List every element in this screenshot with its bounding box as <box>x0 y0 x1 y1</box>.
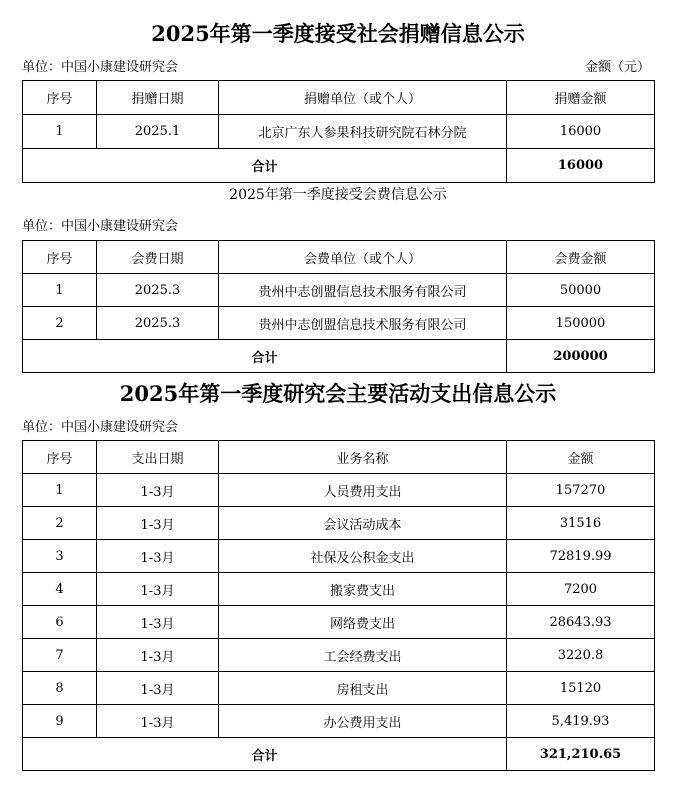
column-header: 序号 <box>23 241 97 274</box>
column-header: 金额 <box>507 441 655 474</box>
donations-title: 2025年第一季度接受社会捐赠信息公示 <box>151 21 525 46</box>
table-row <box>23 115 655 149</box>
row-number-cell: 6 <box>23 606 97 639</box>
amount-cell: 31516 <box>507 507 655 540</box>
name-cell: 北京广东人参果科技研究院石林分院 <box>219 115 507 149</box>
row-number-cell: 1 <box>23 474 97 507</box>
date-cell: 1-3月 <box>97 672 219 705</box>
column-header: 会费金额 <box>507 241 655 274</box>
table-row <box>23 274 655 307</box>
table-row <box>23 639 655 672</box>
row-number-cell: 8 <box>23 672 97 705</box>
fees-table <box>22 240 655 373</box>
date-cell: 1-3月 <box>97 507 219 540</box>
amount-cell: 150000 <box>507 307 655 340</box>
name-cell: 社保及公积金支出 <box>219 540 507 573</box>
table-row <box>23 307 655 340</box>
fees-title: 2025年第一季度接受会费信息公示 <box>229 187 447 203</box>
total-value-cell: 200000 <box>507 340 655 373</box>
total-row <box>23 149 655 183</box>
date-cell: 2025.3 <box>97 274 219 307</box>
name-cell: 办公费用支出 <box>219 705 507 738</box>
table-row <box>23 540 655 573</box>
table-header-row <box>23 441 655 474</box>
expenses-title: 2025年第一季度研究会主要活动支出信息公示 <box>119 381 557 406</box>
date-cell: 1-3月 <box>97 474 219 507</box>
total-row <box>23 340 655 373</box>
table-row <box>23 507 655 540</box>
name-cell: 搬家费支出 <box>219 573 507 606</box>
table-row <box>23 705 655 738</box>
name-cell: 贵州中志创盟信息技术服务有限公司 <box>219 274 507 307</box>
amount-cell: 50000 <box>507 274 655 307</box>
expenses-table <box>22 440 655 771</box>
column-header: 序号 <box>23 81 97 115</box>
date-cell: 2025.1 <box>97 115 219 149</box>
name-cell: 贵州中志创盟信息技术服务有限公司 <box>219 307 507 340</box>
donations-table <box>22 80 655 183</box>
name-cell: 房租支出 <box>219 672 507 705</box>
row-number-cell: 4 <box>23 573 97 606</box>
column-header: 支出日期 <box>97 441 219 474</box>
total-row <box>23 738 655 771</box>
amount-cell: 7200 <box>507 573 655 606</box>
amount-cell: 28643.93 <box>507 606 655 639</box>
total-label-cell: 合计 <box>23 149 507 183</box>
row-number-cell: 2 <box>23 307 97 340</box>
date-cell: 1-3月 <box>97 705 219 738</box>
fees-unit: 单位：中国小康建设研究会 <box>22 219 179 234</box>
total-value-cell: 16000 <box>507 149 655 183</box>
amount-cell: 16000 <box>507 115 655 149</box>
amount-cell: 157270 <box>507 474 655 507</box>
date-cell: 1-3月 <box>97 573 219 606</box>
amount-cell: 5,419.93 <box>507 705 655 738</box>
column-header: 捐赠单位（或个人） <box>219 81 507 115</box>
date-cell: 2025.3 <box>97 307 219 340</box>
amount-cell: 72819.99 <box>507 540 655 573</box>
table-row <box>23 606 655 639</box>
date-cell: 1-3月 <box>97 639 219 672</box>
expenses-unit: 单位：中国小康建设研究会 <box>22 420 179 435</box>
row-number-cell: 1 <box>23 115 97 149</box>
amount-cell: 15120 <box>507 672 655 705</box>
donations-currency-label: 金额（元） <box>584 60 650 75</box>
column-header: 会费日期 <box>97 241 219 274</box>
name-cell: 网络费支出 <box>219 606 507 639</box>
donations-unit: 单位：中国小康建设研究会 <box>22 60 179 75</box>
table-row <box>23 672 655 705</box>
table-row <box>23 573 655 606</box>
row-number-cell: 2 <box>23 507 97 540</box>
date-cell: 1-3月 <box>97 606 219 639</box>
name-cell: 会议活动成本 <box>219 507 507 540</box>
row-number-cell: 7 <box>23 639 97 672</box>
column-header: 序号 <box>23 441 97 474</box>
row-number-cell: 9 <box>23 705 97 738</box>
column-header: 业务名称 <box>219 441 507 474</box>
row-number-cell: 3 <box>23 540 97 573</box>
column-header: 会费单位（或个人） <box>219 241 507 274</box>
amount-cell: 3220.8 <box>507 639 655 672</box>
date-cell: 1-3月 <box>97 540 219 573</box>
column-header: 捐赠金额 <box>507 81 655 115</box>
table-header-row <box>23 241 655 274</box>
total-label-cell: 合计 <box>23 738 507 771</box>
table-row <box>23 474 655 507</box>
name-cell: 工会经费支出 <box>219 639 507 672</box>
table-header-row <box>23 81 655 115</box>
total-value-cell: 321,210.65 <box>507 738 655 771</box>
row-number-cell: 1 <box>23 274 97 307</box>
name-cell: 人员费用支出 <box>219 474 507 507</box>
total-label-cell: 合计 <box>23 340 507 373</box>
column-header: 捐赠日期 <box>97 81 219 115</box>
